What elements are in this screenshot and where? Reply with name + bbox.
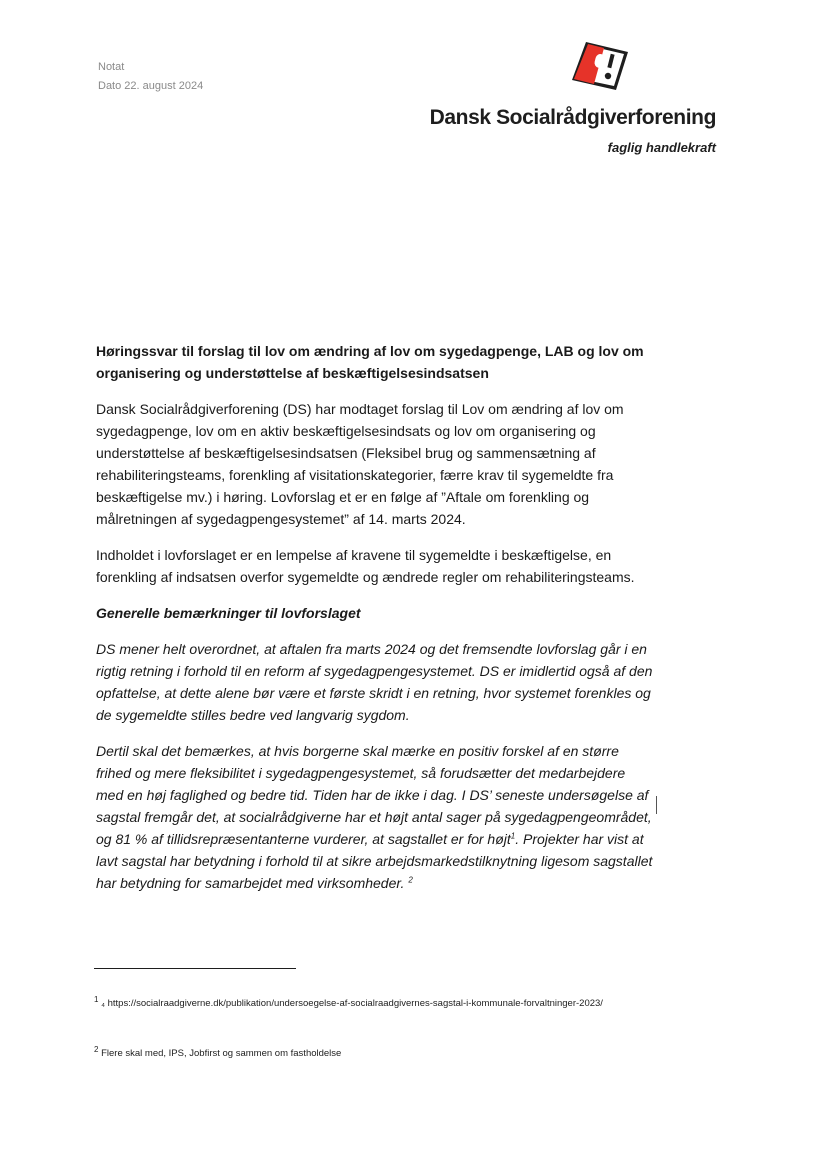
footnote-1-link[interactable]: ₄ https://socialraadgiverne.dk/publikation/undersoegelse-af-socialraadgivernes-sagstal-i-kommunale-forvaltninger-2023/: [98, 998, 603, 1009]
paragraph-caseload-text-a: Dertil skal det bemærkes, at hvis borgerne skal mærke en positiv forskel af en større frihed og mere fleksibilitet i sygedagpengesystemet, så forudsætter det medarbejdere med en høj faglighed og bedre tid. Tiden har de ikke i dag. I DS’ seneste undersøgelse af sagstal fremgår det, at socialrådgiverne har et højt antal sager på sygedagpengeområdet, og 81 % af tillidsrepræsentanterne vurderer, at sagstallet er for højt: [96, 743, 652, 847]
document-body: [96, 340, 656, 908]
footnote-2-number: 2: [94, 1044, 99, 1054]
footnote-1-number: 1: [94, 994, 99, 1004]
section-heading: Generelle bemærkninger til lovforslaget: [96, 605, 361, 621]
footnote-reference-1[interactable]: 1: [510, 831, 516, 841]
paragraph-caseload: [96, 740, 656, 894]
paragraph-content: Indholdet i lovforslaget er en lempelse af kravene til sygemeldte i beskæftigelse, en forenkling af indsatsen overfor sygemeldte og ændrede regler om rehabiliteringsteams.: [96, 547, 635, 585]
paragraph-caseload-text-b: . Projekter har vist at lavt sagstal har betydning i forhold til at sikre arbejdsmarkedstilknytning ligesom sagstallet har betydning for samarbejdet med virksomheder.: [96, 831, 653, 891]
footnote-reference-2[interactable]: 2: [408, 875, 413, 885]
document-title: Høringssvar til forslag til lov om ændring af lov om sygedagpenge, LAB og lov om organisering og understøttelse af beskæftigelsesindsatsen: [96, 343, 644, 381]
paragraph-general-remarks: DS mener helt overordnet, at aftalen fra marts 2024 og det fremsendte lovforslag går i en rigtig retning i forhold til en reform af sygedagpengesystemet. DS er imidlertid også af den opfattelse, at dette alene bør være et første skridt i en retning, hvor systemet forenkles og de sygemeldte stilles bedre ved langvarig sygdom.: [96, 641, 653, 723]
footnote-divider: [94, 968, 296, 969]
doc-type: Notat: [98, 61, 125, 73]
organization-name: Dansk Socialrådgiverforening: [429, 106, 716, 129]
organization-tagline: faglig handlekraft: [607, 140, 716, 155]
footnote-1: [94, 995, 654, 1012]
document-meta: [98, 58, 203, 96]
paragraph-intro: Dansk Socialrådgiverforening (DS) har modtaget forslag til Lov om ændring af lov om sygedagpenge, lov om en aktiv beskæftigelsesindsats og lov om organisering og understøttelse af beskæftigelsesindsatsen (Fleksibel brug og sammensætning af rehabiliteringsteams, forenkling af visitationskategorier, færre krav til sygemeldte fra beskæftigelse mv.) i høring. Lovforslag et er en følge af ”Aftale om forenkling og målretningen af sygedagpengesystemet” af 14. marts 2024.: [96, 401, 624, 527]
doc-date: Dato 22. august 2024: [98, 80, 204, 92]
scan-mark: [656, 796, 657, 814]
footnote-2-text: Flere skal med, IPS, Jobfirst og sammen om fastholdelse: [98, 1048, 342, 1059]
ds-logo-icon: [568, 40, 630, 92]
footnote-2: [94, 1045, 654, 1062]
